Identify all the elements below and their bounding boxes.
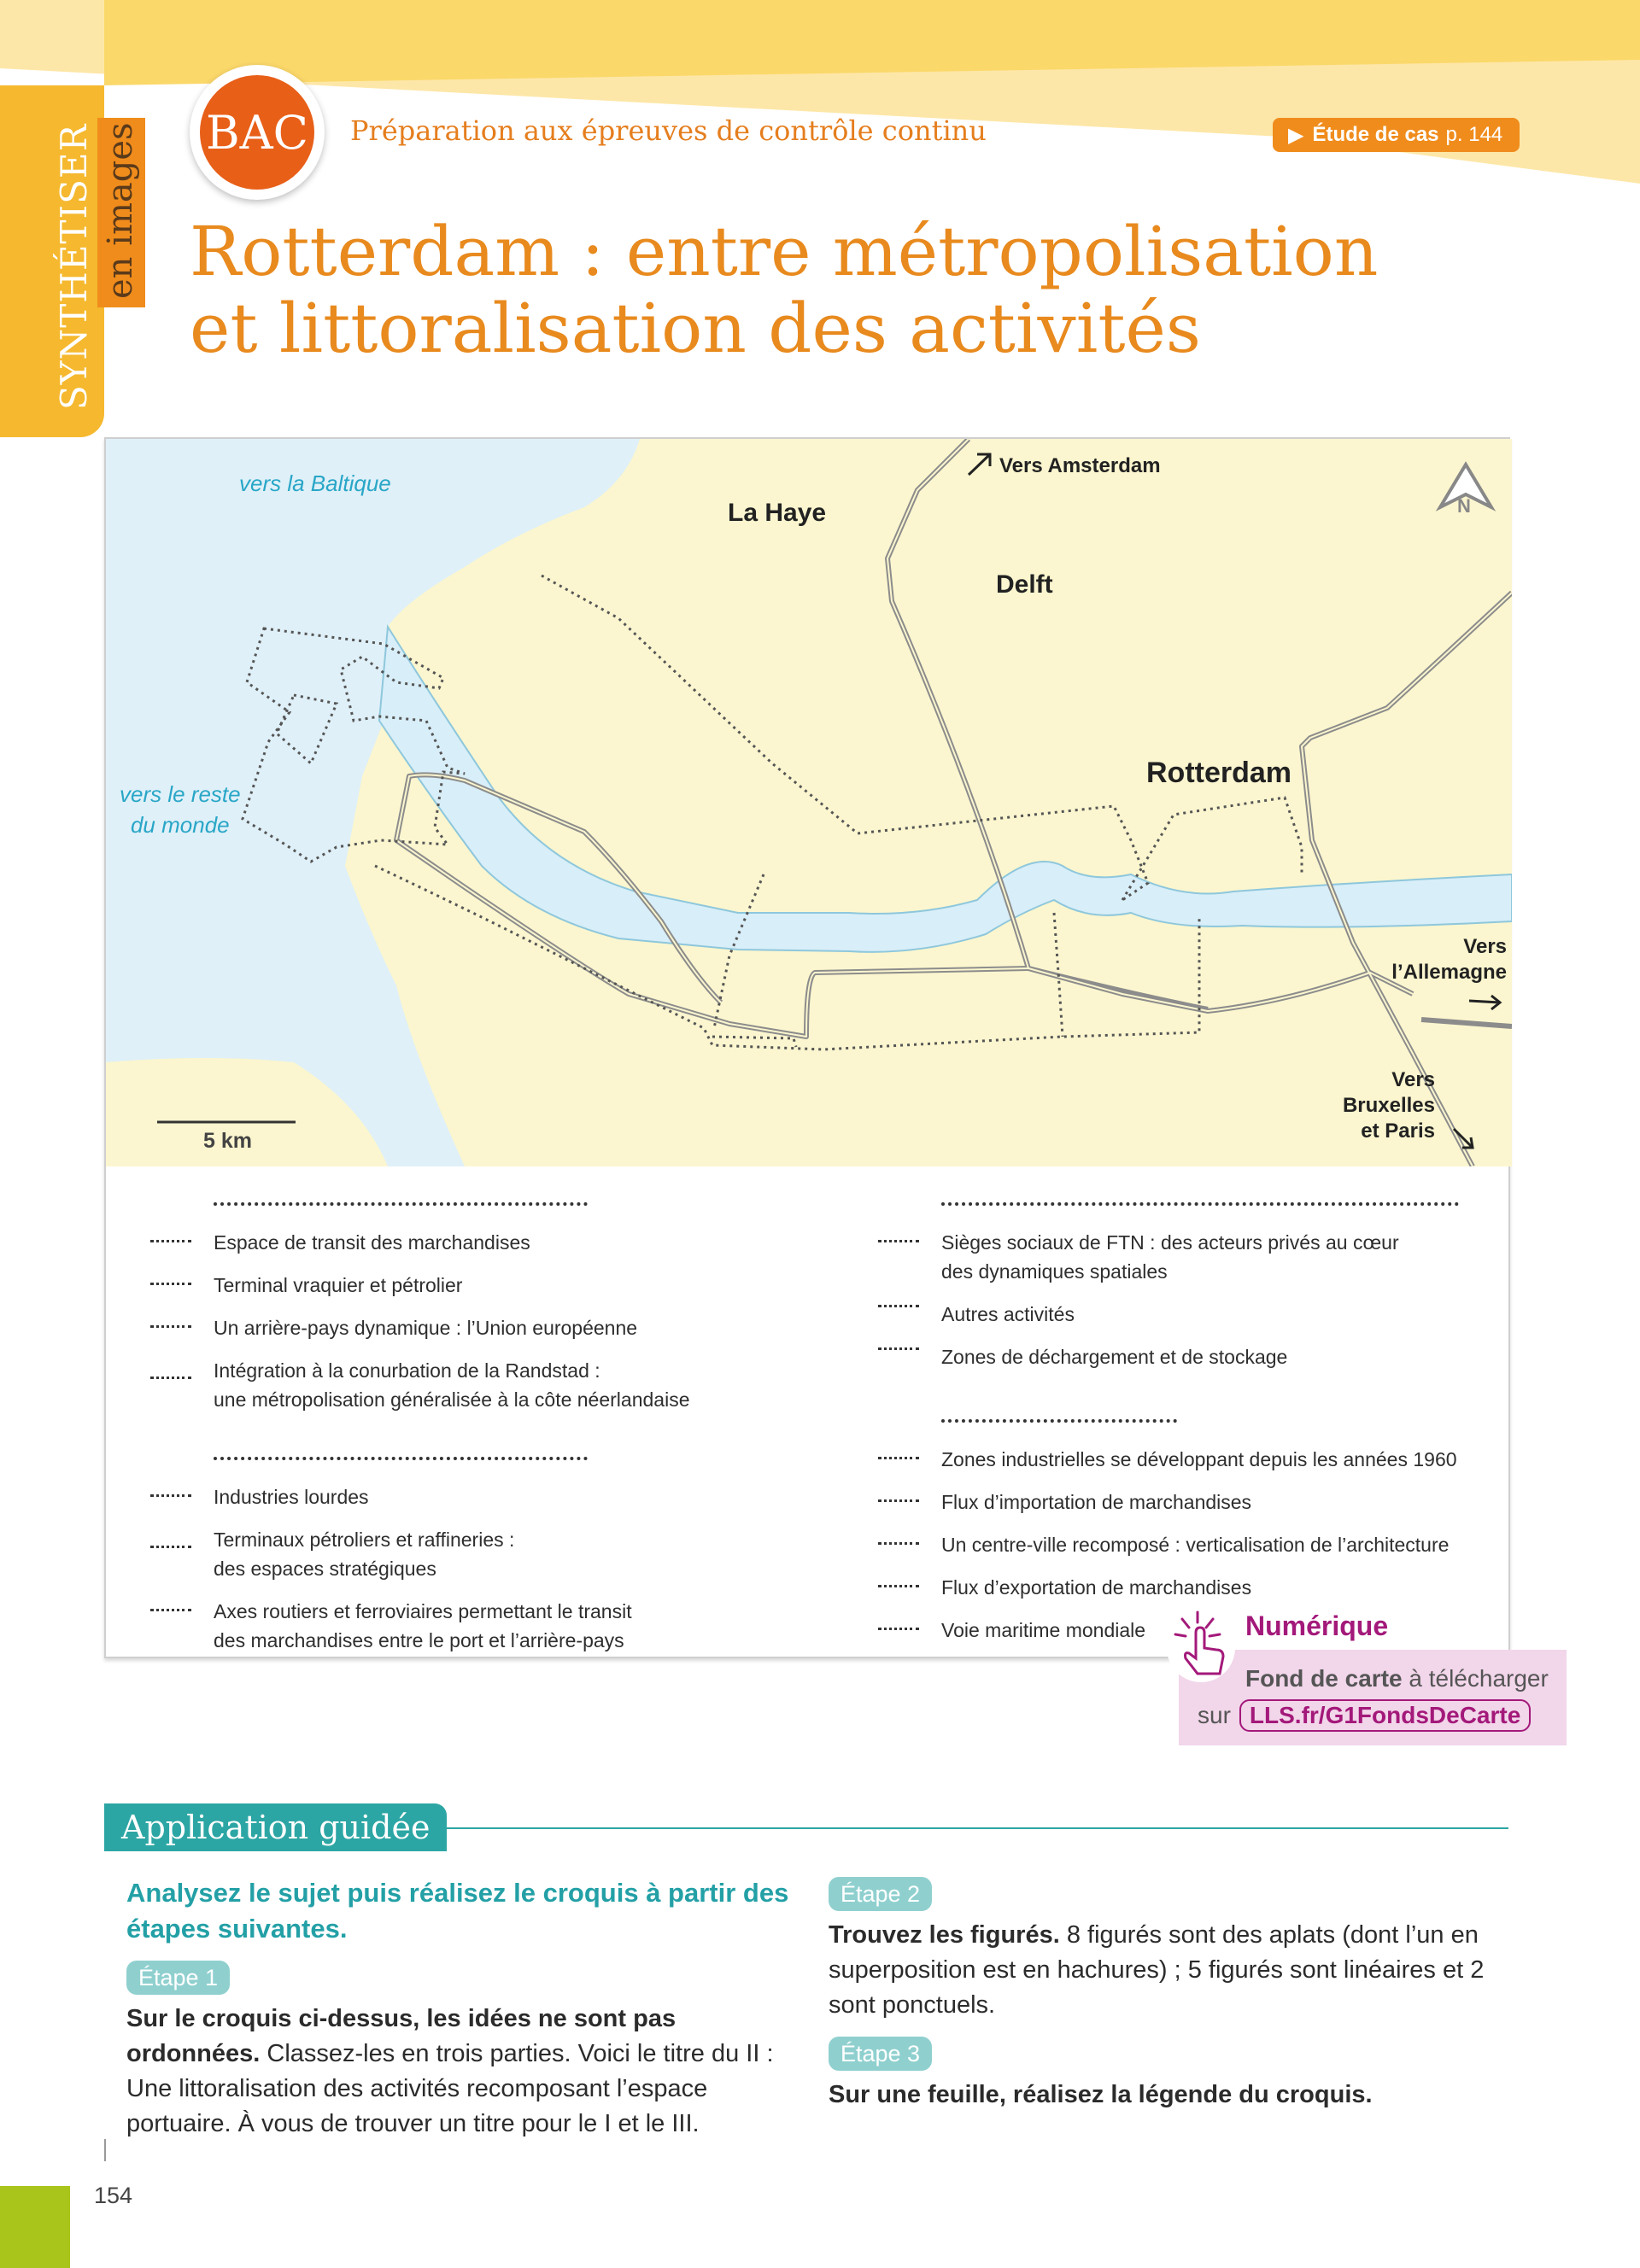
etape1-text (126, 2002, 798, 2142)
legend-item-text: Sièges sociaux de FTN : des acteurs privés au cœur (941, 1231, 1399, 1254)
legend-group-heading (878, 1194, 1510, 1228)
pointing-hand-icon (1163, 1605, 1245, 1691)
etape1-badge: Étape 1 (126, 1961, 230, 1995)
legend-item-text: Autres activités (941, 1303, 1075, 1325)
legend-item (150, 1525, 851, 1583)
etape2-text (829, 1918, 1503, 2023)
page-number: 154 (94, 2183, 133, 2208)
numerique-prefix: sur (1198, 1702, 1231, 1728)
side-tab-label: SYNTHÉTISER (53, 123, 95, 410)
numerique-line1 (1245, 1665, 1549, 1692)
application-tab: Application guidée (104, 1803, 447, 1851)
legend-item (150, 1597, 851, 1655)
etape2-bold: Trouvez les figurés. (829, 1921, 1060, 1949)
legend-item (150, 1228, 851, 1257)
page-title-line2: et littoralisation des activités (190, 289, 1201, 368)
legend-item-text: Flux d’importation de marchandises (941, 1491, 1252, 1513)
play-triangle-icon: ▶ (1288, 123, 1304, 147)
legend-item (878, 1573, 1510, 1602)
legend-item (878, 1300, 1510, 1329)
legend-group-heading (878, 1411, 1510, 1445)
legend-group-heading (150, 1194, 851, 1228)
label-rotterdam: Rotterdam (1146, 757, 1292, 789)
label-reste-du-monde (120, 779, 241, 840)
label-amsterdam: Vers Amsterdam (999, 454, 1161, 477)
legend-item-text: Espace de transit des marchandises (214, 1231, 530, 1254)
label-allemagne-line1: Vers (1463, 935, 1507, 958)
legend-left (150, 1194, 851, 1669)
label-world-line1: vers le reste (120, 781, 241, 807)
legend-item-text: Axes routiers et ferroviaires permettant le transit (214, 1600, 632, 1622)
case-study-label: Étude de cas (1312, 123, 1439, 146)
numerique-link[interactable]: LLS.fr/G1FondsDeCarte (1239, 1699, 1531, 1732)
application-intro: Analysez le sujet puis réalisez le croquis à partir des étapes suivantes. (126, 1878, 789, 1944)
bac-badge-label: BAC (200, 75, 314, 190)
etape3-text (829, 2078, 1503, 2113)
label-la-haye: La Haye (728, 499, 827, 527)
page-title-line1: Rotterdam : entre métropolisation (190, 212, 1379, 291)
etape3-badge: Étape 3 (829, 2037, 932, 2071)
label-allemagne (1387, 934, 1507, 985)
legend-item (878, 1488, 1510, 1517)
legend-item-text: Zones industrielles se développant depuis les années 1960 (941, 1448, 1457, 1470)
legend-group-heading (150, 1448, 851, 1482)
legend-item-text: Un centre-ville recomposé : verticalisation de l’architecture (941, 1534, 1450, 1556)
preparation-subtitle: Préparation aux épreuves de contrôle continu (350, 114, 987, 147)
legend-item-text: Terminaux pétroliers et raffineries : (214, 1529, 515, 1551)
page-margin-line (104, 2139, 106, 2161)
legend-item-text: Zones de déchargement et de stockage (941, 1346, 1288, 1368)
etape1-bold: Sur le croquis ci-dessus, les idées ne sont pas ordonnées. (126, 2005, 676, 2067)
label-delft: Delft (996, 570, 1053, 599)
legend-item-text: une métropolisation généralisée à la côte néerlandaise (214, 1388, 690, 1411)
etape1-body: Classez-les en trois parties. Voici le titre du II : Une littoralisation des activités recomposant l’espace portuaire. À vous de trouver un titre pour le I et le III. (126, 2040, 774, 2137)
numerique-title: Numérique (1245, 1610, 1389, 1641)
legend-item-text: des marchandises entre le port et l’arrière-pays (214, 1629, 624, 1651)
label-allemagne-line2: l’Allemagne (1391, 961, 1507, 984)
numerique-line2 (1198, 1699, 1531, 1732)
legend-item (878, 1530, 1510, 1559)
etape2-badge: Étape 2 (829, 1877, 932, 1911)
legend-item (878, 1228, 1510, 1286)
side-subtab-label: en images (101, 122, 140, 299)
legend-item-text: des dynamiques spatiales (941, 1260, 1168, 1283)
etape2-body: 8 figurés sont des aplats (dont l’un en superposition est en hachures) ; 5 figurés sont linéaires et 2 sont ponctuels. (829, 1921, 1485, 2019)
etape3-bold: Sur une feuille, réalisez la légende du croquis. (829, 2081, 1373, 2108)
legend-item (878, 1445, 1510, 1474)
numerique-rest: à télécharger (1409, 1665, 1549, 1692)
legend-item-text: Terminal vraquier et pétrolier (214, 1274, 463, 1296)
legend-item-text: Un arrière-pays dynamique : l’Union européenne (214, 1317, 638, 1339)
legend-item (150, 1356, 851, 1414)
legend-item-text: Voie maritime mondiale (941, 1619, 1146, 1641)
case-study-page: p. 144 (1445, 123, 1503, 146)
legend-item-text: des espaces stratégiques (214, 1558, 436, 1580)
label-north: N (1457, 495, 1471, 517)
label-bruxelles (1341, 1067, 1435, 1144)
legend-item (878, 1342, 1510, 1371)
label-world-line2: du monde (130, 812, 230, 838)
legend-item-text: Industries lourdes (214, 1486, 369, 1508)
bac-badge (190, 65, 325, 200)
application-left-column (126, 1875, 798, 2142)
numerique-bold: Fond de carte (1245, 1665, 1403, 1692)
application-right-column (829, 1863, 1503, 2113)
legend-right (878, 1194, 1510, 1658)
page-title (190, 213, 1378, 367)
label-baltic: vers la Baltique (239, 471, 391, 496)
legend-item (150, 1271, 851, 1300)
page-corner-mark (0, 2186, 70, 2268)
label-bruxelles-line2: Bruxelles (1342, 1094, 1435, 1117)
legend-item-text: Flux d’exportation de marchandises (941, 1576, 1252, 1599)
legend-item-text: Intégration à la conurbation de la Randstad : (214, 1359, 600, 1382)
legend-item (150, 1482, 851, 1511)
label-scale: 5 km (203, 1129, 252, 1153)
case-study-link[interactable] (1273, 118, 1520, 152)
label-bruxelles-line3: et Paris (1361, 1119, 1435, 1143)
legend-item (150, 1313, 851, 1342)
label-bruxelles-line1: Vers (1391, 1068, 1435, 1091)
map-canvas (106, 439, 1512, 1166)
